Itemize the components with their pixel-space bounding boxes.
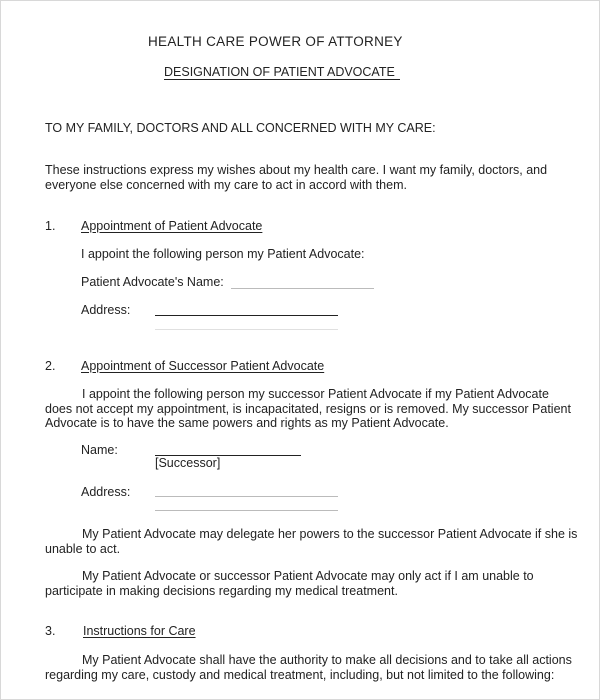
delegate-paragraph <box>45 527 600 556</box>
advocate-address-label: Address: <box>81 303 131 317</box>
paragraph-line: participate in making decisions regarding my medical treatment. <box>45 583 398 598</box>
advocate-name-label: Patient Advocate's Name: <box>81 275 224 289</box>
paragraph-line: I appoint the following person my successor Patient Advocate if my Patient Advocate <box>82 387 549 401</box>
successor-address-field[interactable] <box>155 496 338 497</box>
intro-paragraph <box>45 163 600 192</box>
advocate-name-field[interactable] <box>231 288 374 289</box>
paragraph-line: My Patient Advocate may delegate her powers to the successor Patient Advocate if she is <box>82 527 578 541</box>
successor-caption: [Successor] <box>155 456 221 470</box>
section-2-number: 2. <box>45 359 56 373</box>
section-2-paragraph <box>45 387 600 431</box>
paragraph-line: Advocate is to have the same powers and rights as my Patient Advocate. <box>45 416 449 430</box>
paragraph-line: does not accept my appointment, is incapacitated, resigns or is removed. My successor Patient <box>45 401 571 416</box>
document-title: HEALTH CARE POWER OF ATTORNEY <box>148 34 403 49</box>
paragraph-line: My Patient Advocate shall have the authority to make all decisions and to take all actions <box>82 653 572 667</box>
act-paragraph <box>45 569 600 598</box>
intro-line: These instructions express my wishes about my health care. I want my family, doctors, and <box>45 163 548 177</box>
successor-name-label: Name: <box>81 443 118 457</box>
paragraph-line: regarding my care, custody and medical treatment, including, but not limited to the following: <box>45 667 555 682</box>
successor-address-field-2[interactable] <box>155 510 338 511</box>
section-3-paragraph <box>45 653 600 682</box>
subtitle-underline <box>164 79 400 80</box>
section-2-heading: Appointment of Successor Patient Advocate <box>81 359 325 373</box>
section-1-number: 1. <box>45 219 56 233</box>
advocate-address-field[interactable] <box>155 315 338 316</box>
document-subtitle: DESIGNATION OF PATIENT ADVOCATE <box>164 65 395 79</box>
paragraph-line: My Patient Advocate or successor Patient Advocate may only act if I am unable to <box>82 569 534 583</box>
paragraph-line: unable to act. <box>45 541 121 556</box>
section-1-appoint-text: I appoint the following person my Patient Advocate: <box>81 247 365 261</box>
salutation: TO MY FAMILY, DOCTORS AND ALL CONCERNED WITH MY CARE: <box>45 121 436 135</box>
advocate-address-field-2[interactable] <box>155 329 338 330</box>
intro-line: everyone else concerned with my care to act in accord with them. <box>45 177 407 192</box>
successor-address-label: Address: <box>81 485 131 499</box>
section-3-heading: Instructions for Care <box>83 624 196 638</box>
section-3-number: 3. <box>45 624 56 638</box>
section-1-heading: Appointment of Patient Advocate <box>81 219 263 233</box>
